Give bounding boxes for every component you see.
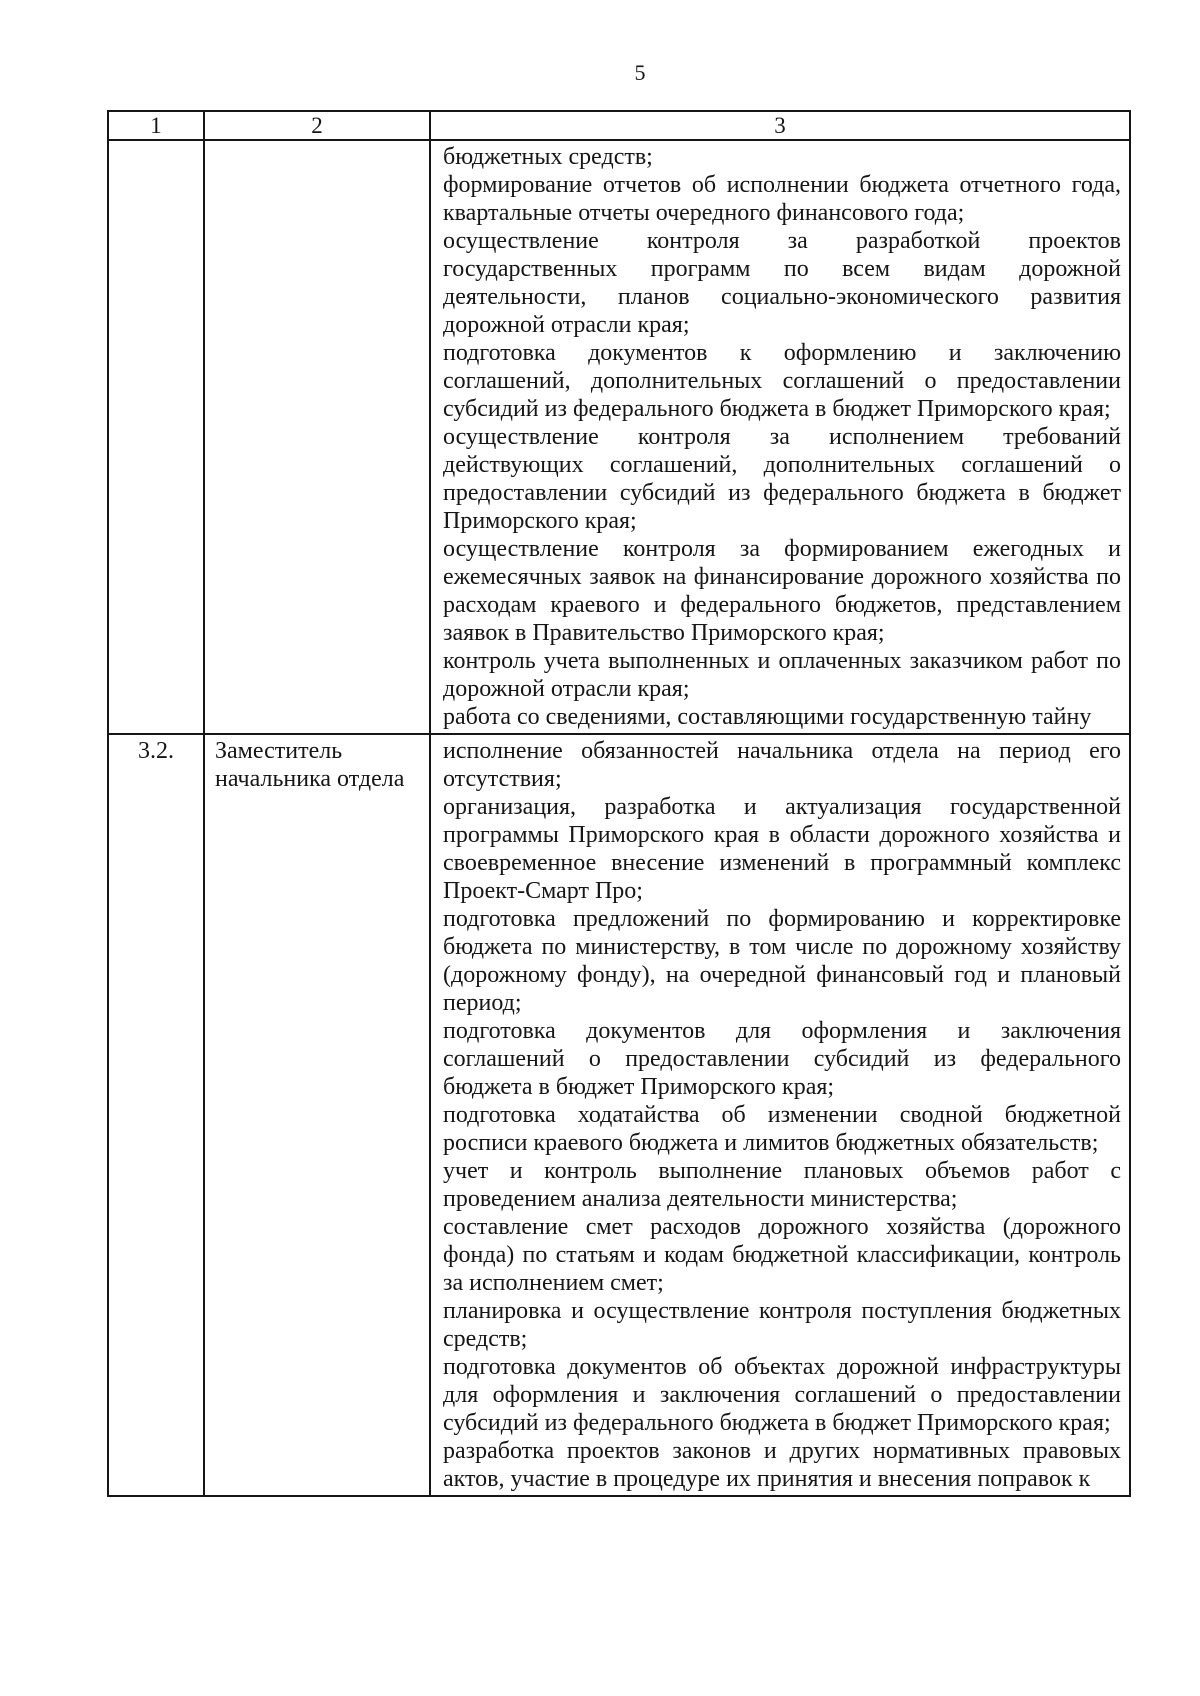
duty-item: подготовка документов к оформлению и заключению соглашений, дополнительных соглашений о предоставлении субсидий из федерального бюджета в бюджет Приморского края;	[443, 340, 1121, 422]
duty-item: осуществление контроля за разработкой проектов государственных программ по всем видам дорожной деятельности, планов социально-экономического развития дорожной отрасли края;	[443, 228, 1121, 338]
table-row	[108, 140, 1130, 734]
duty-item: подготовка документов об объектах дорожной инфраструктуры для оформления и заключения соглашений о предоставлении субсидий из федерального бюджета в бюджет Приморского края;	[443, 1354, 1121, 1436]
row-position-cell	[204, 140, 430, 734]
header-cell-3: 3	[430, 111, 1130, 140]
duty-item: исполнение обязанностей начальника отдела на период его отсутствия;	[443, 738, 1121, 792]
row-duties-cell	[430, 140, 1130, 734]
duty-item: планировка и осуществление контроля поступления бюджетных средств;	[443, 1298, 1121, 1352]
row-number-cell: 3.2.	[108, 734, 204, 1496]
duty-item: осуществление контроля за формированием ежегодных и ежемесячных заявок на финансирование дорожного хозяйства по расходам краевого и федерального бюджетов, представлением заявок в Правительство Приморского края;	[443, 536, 1121, 646]
duty-item: составление смет расходов дорожного хозяйства (дорожного фонда) по статьям и кодам бюджетной классификации, контроль за исполнением смет;	[443, 1214, 1121, 1296]
table-header-row	[108, 111, 1130, 140]
row-duties-cell	[430, 734, 1130, 1496]
duty-item: подготовка документов для оформления и заключения соглашений о предоставлении субсидий из федерального бюджета в бюджет Приморского края;	[443, 1018, 1121, 1100]
duty-item: формирование отчетов об исполнении бюджета отчетного года, квартальные отчеты очередного финансового года;	[443, 172, 1121, 226]
duty-item: осуществление контроля за исполнением требований действующих соглашений, дополнительных соглашений о предоставлении субсидий из федерального бюджета в бюджет Приморского края;	[443, 424, 1121, 534]
duty-item: организация, разработка и актуализация государственной программы Приморского края в области дорожного хозяйства и своевременное внесение изменений в программный комплекс Проект-Смарт Про;	[443, 794, 1121, 904]
duty-item: контроль учета выполненных и оплаченных заказчиком работ по дорожной отрасли края;	[443, 648, 1121, 702]
duties-table	[107, 110, 1131, 1497]
duty-item: разработка проектов законов и других нормативных правовых актов, участие в процедуре их принятия и внесения поправок к	[443, 1438, 1121, 1492]
table-row	[108, 734, 1130, 1496]
header-cell-1: 1	[108, 111, 204, 140]
duty-item: работа со сведениями, составляющими государственную тайну	[443, 704, 1092, 730]
row-position-cell: Заместитель начальника отдела	[204, 734, 430, 1496]
duty-item: учет и контроль выполнение плановых объемов работ с проведением анализа деятельности министерства;	[443, 1158, 1121, 1212]
duty-item: подготовка ходатайства об изменении сводной бюджетной росписи краевого бюджета и лимитов бюджетных обязательств;	[443, 1102, 1121, 1156]
page-number: 5	[634, 60, 646, 85]
duty-item: бюджетных средств;	[443, 144, 653, 170]
row-number-cell	[108, 140, 204, 734]
header-cell-2: 2	[204, 111, 430, 140]
duty-item: подготовка предложений по формированию и корректировке бюджета по министерству, в том числе по дорожному хозяйству (дорожному фонду), на очередной финансовый год и плановый период;	[443, 906, 1121, 1016]
